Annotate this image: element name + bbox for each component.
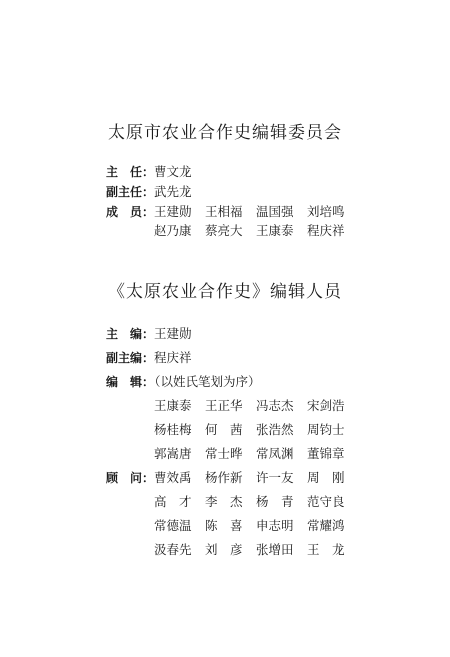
editor-name: 冯志杰	[256, 398, 294, 413]
chair-row	[106, 163, 366, 181]
editors-note: （以姓氏笔划为序）	[148, 374, 261, 389]
advisor-name: 李 杰	[205, 494, 243, 509]
advisor-name: 王 龙	[307, 542, 345, 557]
editor-name: 王康泰	[154, 398, 192, 413]
editors-header-row	[106, 373, 386, 391]
editors-row	[106, 421, 386, 439]
editor-name: 郭嵩唐	[154, 446, 192, 461]
editors-row	[106, 397, 386, 415]
editor-name: 常凤渊	[256, 446, 294, 461]
members-row	[106, 222, 386, 240]
member-name: 程庆祥	[307, 223, 345, 238]
editor-name: 何 茜	[205, 422, 243, 437]
editors-row	[106, 445, 386, 463]
advisor-name: 刘 彦	[205, 542, 243, 557]
advisor-name: 张增田	[256, 542, 294, 557]
advisor-name: 常耀鸿	[307, 518, 345, 533]
advisors-row	[106, 469, 386, 487]
vice-chair-name: 武先龙	[154, 184, 192, 199]
chair-label: 主 任：	[106, 165, 155, 179]
advisor-name: 杨 青	[256, 494, 294, 509]
vice-chair-row	[106, 183, 366, 201]
advisor-name: 杨作新	[205, 470, 243, 485]
member-name: 温国强	[256, 204, 294, 219]
advisor-name: 周 刚	[307, 470, 345, 485]
advisor-name: 常德温	[154, 518, 192, 533]
advisor-name: 申志明	[256, 518, 294, 533]
members-row	[106, 203, 386, 221]
advisor-name: 范守良	[307, 494, 345, 509]
editor-name: 周钧士	[307, 422, 345, 437]
editor-name: 董锦章	[307, 446, 345, 461]
editors-label: 编 辑：	[106, 375, 155, 389]
member-name: 王相福	[205, 204, 243, 219]
deputy-editor-row	[106, 349, 366, 367]
advisors-row	[106, 493, 386, 511]
member-name: 蔡亮大	[205, 223, 243, 238]
committee-title: 太原市农业合作史编辑委员会	[108, 123, 342, 143]
advisor-name: 曹效禹	[154, 470, 192, 485]
advisors-row	[106, 517, 386, 535]
deputy-editor-label: 副主编：	[106, 351, 155, 365]
advisor-name: 汲春先	[154, 542, 192, 557]
chief-editor-label: 主 编：	[106, 327, 155, 341]
deputy-editor-name: 程庆祥	[154, 350, 192, 365]
advisor-name: 许一友	[256, 470, 294, 485]
member-name: 刘培鸣	[307, 204, 345, 219]
editor-name: 宋剑浩	[307, 398, 345, 413]
members-label: 成 员：	[106, 205, 155, 219]
member-name: 赵乃康	[154, 223, 192, 238]
chair-name: 曹文龙	[154, 164, 192, 179]
advisor-name: 陈 喜	[205, 518, 243, 533]
editor-name: 常士晔	[205, 446, 243, 461]
advisor-name: 高 才	[154, 494, 192, 509]
advisors-row	[106, 541, 386, 559]
editor-name: 张浩然	[256, 422, 294, 437]
editor-name: 杨桂梅	[154, 422, 192, 437]
advisors-label: 顾 问：	[106, 471, 155, 485]
editorial-title: 《太原农业合作史》编辑人员	[108, 282, 342, 302]
vice-chair-label: 副主任：	[106, 185, 155, 199]
member-name: 王建勋	[154, 204, 192, 219]
chief-editor-name: 王建勋	[154, 326, 192, 341]
editor-name: 王正华	[205, 398, 243, 413]
chief-editor-row	[106, 325, 366, 343]
member-name: 王康泰	[256, 223, 294, 238]
